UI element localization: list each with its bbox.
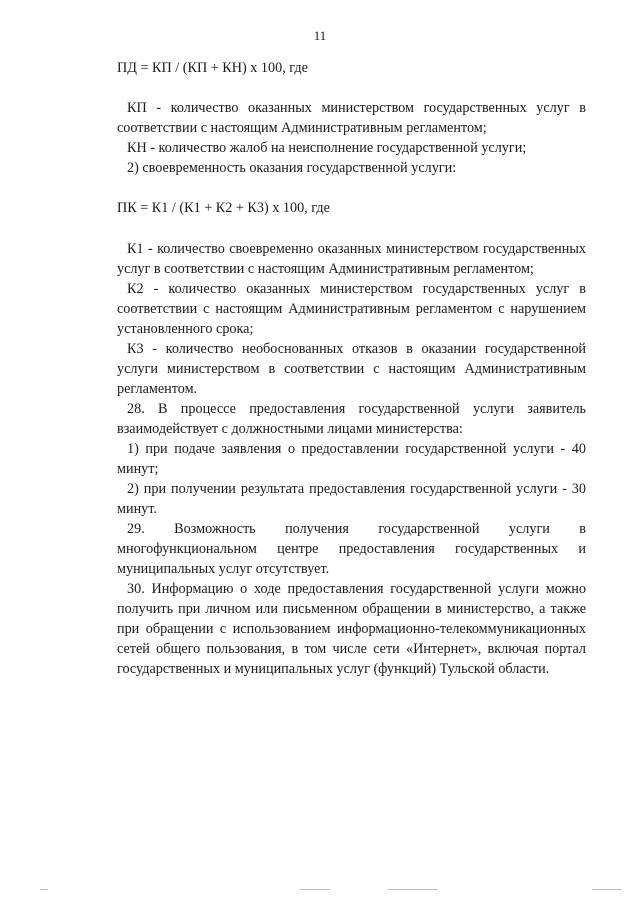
formula-pk: ПК = К1 / (К1 + К2 + К3) х 100, где — [117, 200, 330, 216]
paragraph-30: 30. Информацию о ходе предоставления государственной услуги можно получить при личном или письменном обращении в министерство, а также при обращении с использованием информационно-телекоммуникационных сетей общего пользования, в том числе сети «Интернет», включая портал государственных и муниципальных услуг (функций) Тульской области. — [117, 581, 586, 677]
list-item-2: 2) своевременность оказания государственной услуги: — [127, 160, 457, 176]
paragraph-29: 29. Возможность получения государственной услуги в многофункциональном центре предоставления государственных и муниципальных услуг отсутствует. — [117, 521, 586, 577]
definition-kp: КП - количество оказанных министерством государственных услуг в соответствии с настоящим Административным регламентом; — [117, 100, 586, 136]
page-number: 11 — [313, 28, 327, 43]
scan-artifact — [40, 889, 48, 890]
scan-artifact — [388, 889, 438, 890]
paragraph-28-item-2: 2) при получении результата предоставления государственной услуги - 30 минут. — [117, 481, 586, 517]
definition-k1: К1 - количество своевременно оказанных министерством государственных услуг в соответствии с настоящим Административным регламентом; — [117, 241, 586, 277]
definition-k3: К3 - количество необоснованных отказов в оказании государственной услуги министерством в соответствии с настоящим Административным регламентом. — [117, 341, 586, 397]
definition-kn: КН - количество жалоб на неисполнение государственной услуги; — [127, 140, 527, 156]
scan-artifact — [300, 889, 330, 890]
formula-pd: ПД = КП / (КП + КН) х 100, где — [117, 60, 308, 76]
scan-artifact — [592, 889, 622, 890]
paragraph-28-item-1: 1) при подаче заявления о предоставлении государственной услуги - 40 минут; — [117, 441, 586, 477]
document-body — [117, 58, 586, 679]
paragraph-28: 28. В процессе предоставления государственной услуги заявитель взаимодействует с должностными лицами министерства: — [117, 401, 586, 437]
definition-k2: К2 - количество оказанных министерством государственных услуг в соответствии с настоящим Административным регламентом с нарушением установленного срока; — [117, 281, 586, 337]
